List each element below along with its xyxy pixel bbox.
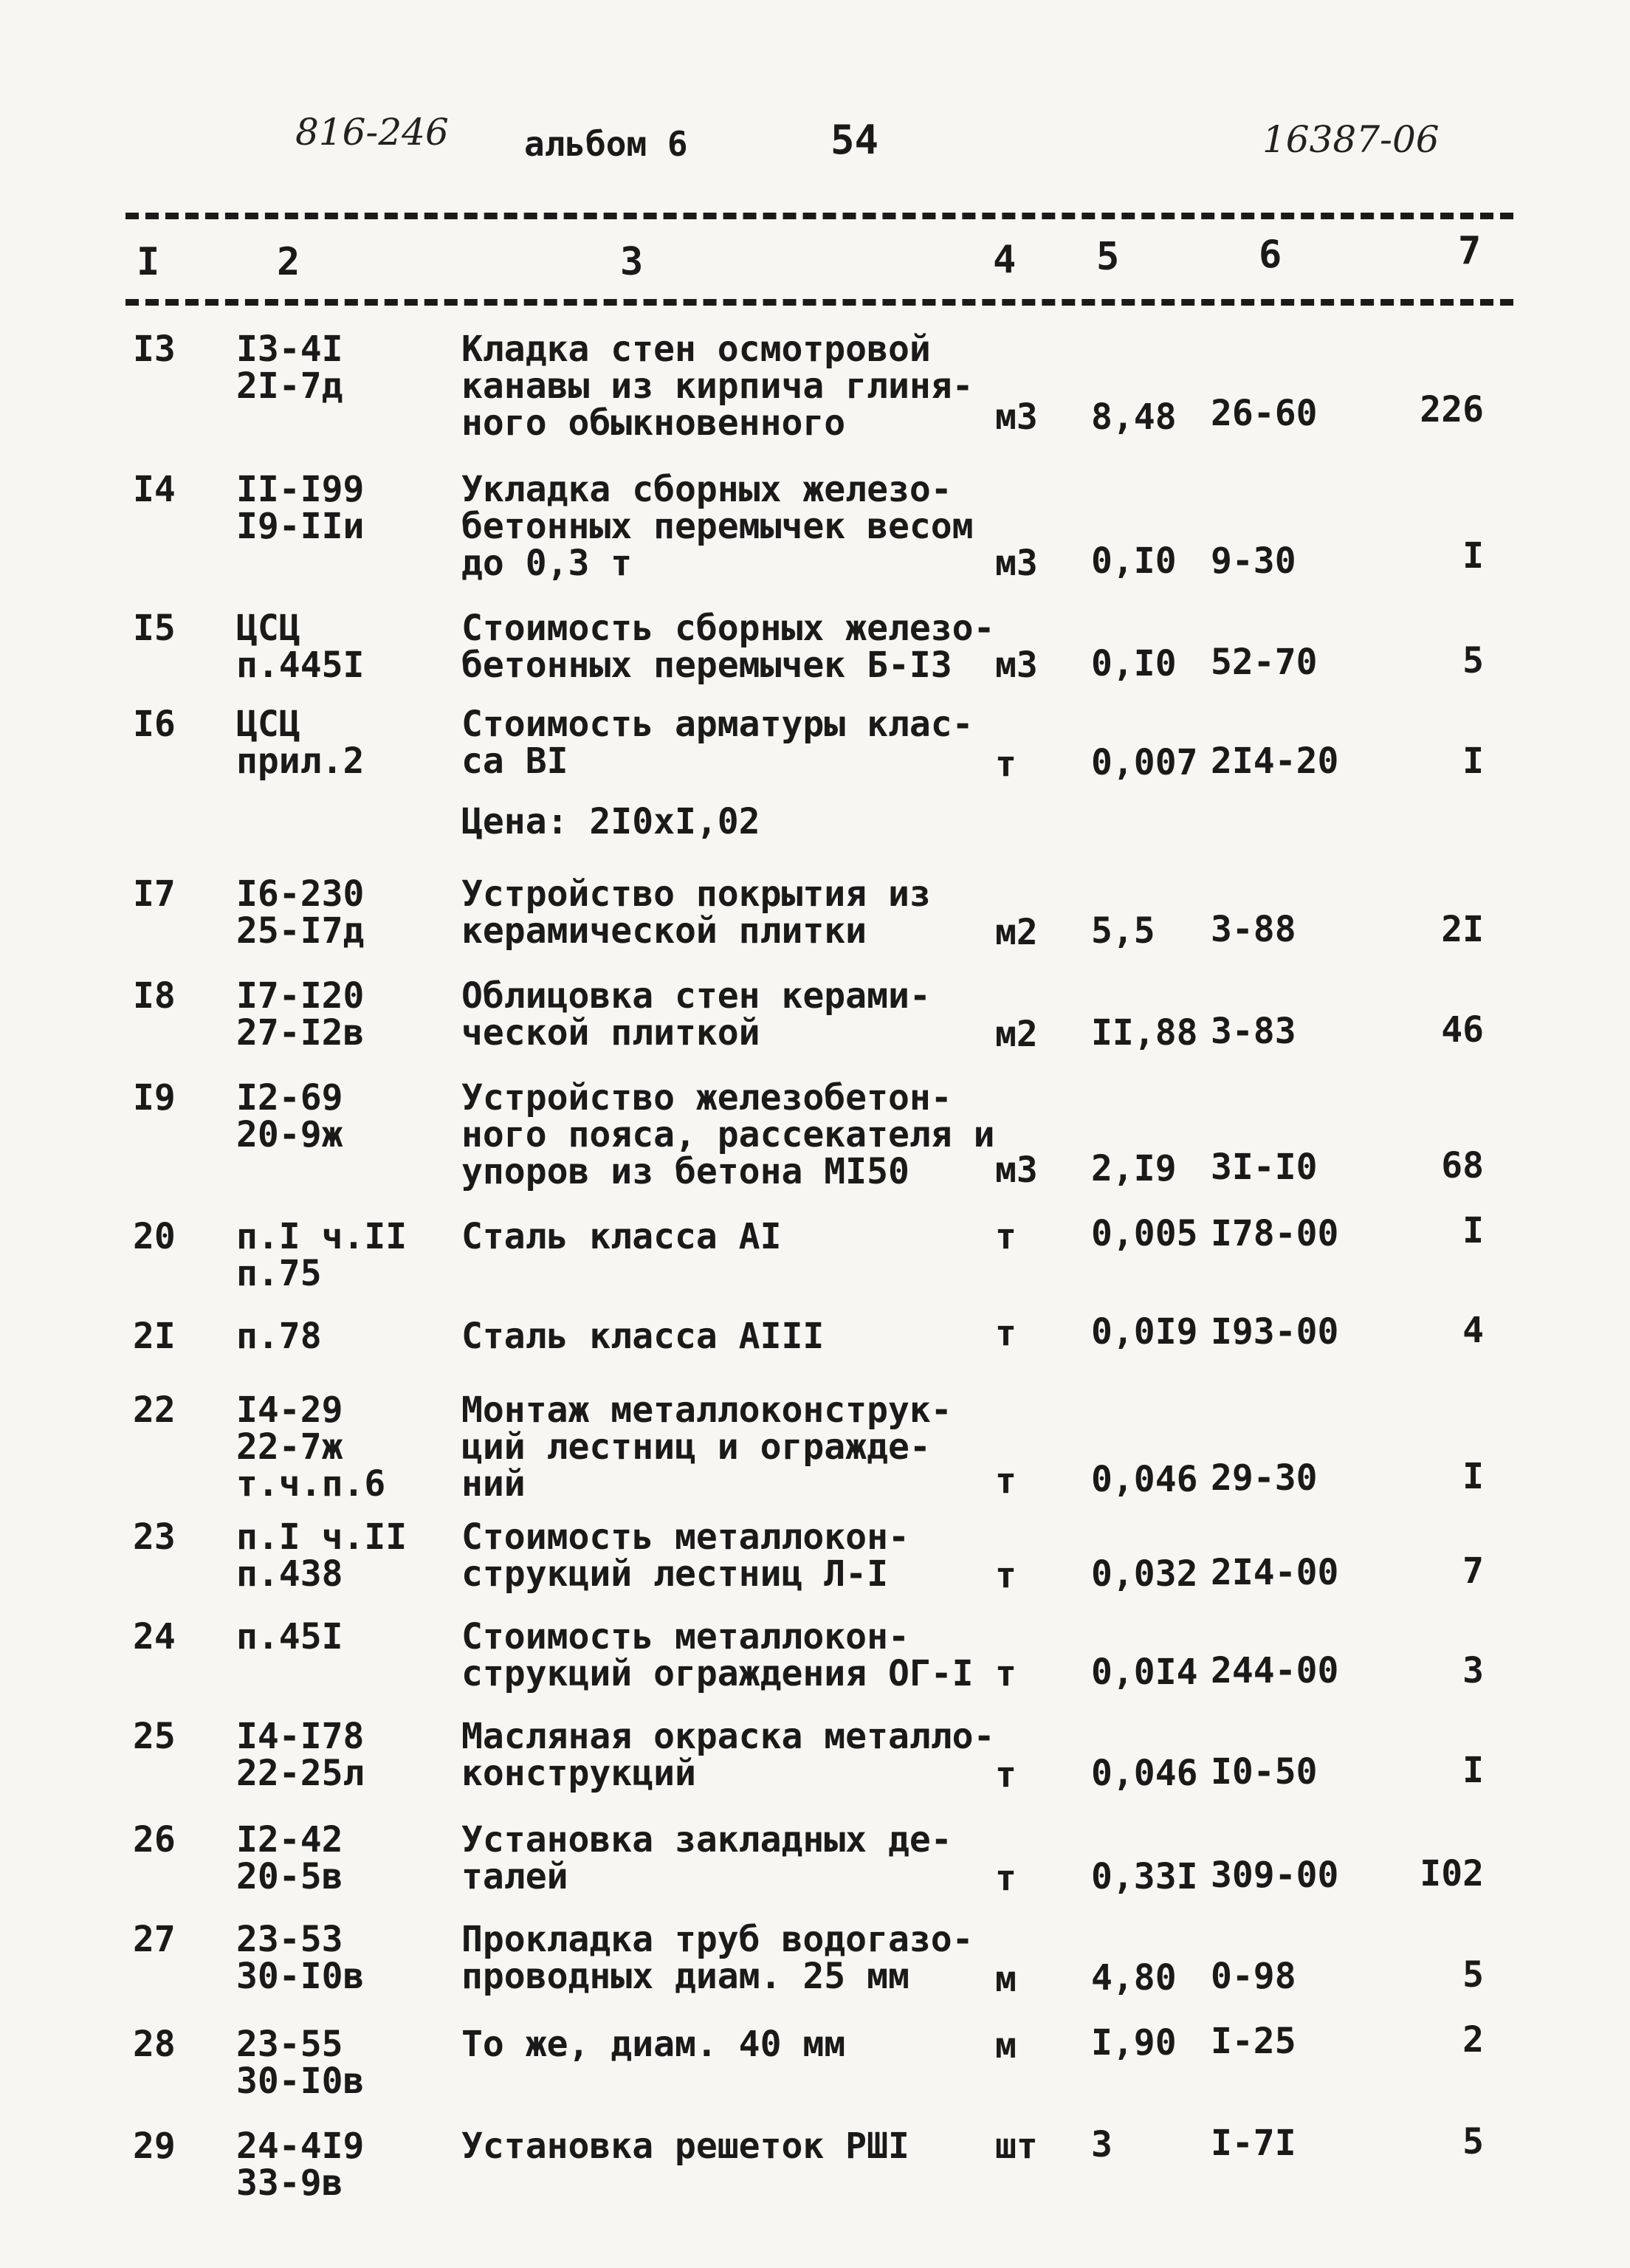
row-quantity: II,88 [1091,1012,1198,1054]
row-code: ЦСЦ п.445I [236,608,365,686]
row-unit: т [995,1555,1017,1596]
row-description: Стоимость металлокон- струкций лестниц Л-I [461,1516,909,1595]
row-unit: м3 [995,645,1038,686]
table-row [0,1908,1630,2013]
row-quantity: 2,I9 [1091,1148,1177,1189]
table-row [0,1808,1630,1908]
row-total: 2I [1441,909,1484,950]
column-number-4: 4 [993,238,1017,282]
row-total: I [1462,1456,1484,1497]
column-number-2: 2 [277,240,300,284]
row-unit: т [995,1858,1017,1899]
row-quantity: 5,5 [1091,910,1155,952]
row-code: I2-69 20-9ж [236,1077,343,1155]
row-number: I7 [133,873,176,915]
header-bottom-rule [125,299,1513,306]
row-code: I3-4I 2I-7д [236,329,343,407]
row-unit-price: 2I4-00 [1211,1552,1339,1593]
row-description: Кладка стен осмотровой канавы из кирпича глиня- ного обыкновенного [461,329,974,444]
row-unit: т [995,743,1017,785]
row-quantity: 0,046 [1091,1753,1198,1794]
row-unit: т [995,1754,1017,1796]
row-number: 29 [133,2126,176,2167]
row-total: I02 [1420,1853,1484,1894]
table-row [0,1705,1630,1808]
table-row [0,2114,1630,2203]
row-unit: м3 [995,396,1038,438]
row-description: Стоимость арматуры клас- са BI [461,704,974,782]
row-description: Стоимость сборных железо- бетонных перемычек Б-I3 [461,608,995,686]
table-row [0,964,1630,1066]
row-number: 22 [133,1389,176,1431]
row-unit-price: 52-70 [1211,642,1318,683]
row-code: п.I ч.II п.75 [236,1216,408,1294]
row-description: Установка закладных де- талей [461,1819,952,1897]
row-quantity: 0,I0 [1091,540,1177,582]
column-number-1: I [137,240,160,284]
row-code: I6-230 25-I7д [236,873,365,952]
row-unit-price: 29-30 [1211,1457,1318,1499]
row-number: I8 [133,975,176,1017]
column-number-6: 6 [1259,233,1282,277]
row-unit-price: 3I-I0 [1211,1147,1318,1188]
column-number-5: 5 [1096,235,1120,279]
row-unit-price: 3-83 [1211,1011,1296,1052]
row-quantity: 0,I0 [1091,643,1177,684]
table-row [0,458,1630,597]
row-number: 28 [133,2024,176,2065]
row-total: I [1462,535,1484,577]
row-quantity: 3 [1091,2124,1113,2165]
row-total: 5 [1462,2121,1484,2162]
row-code: п.45I [236,1616,343,1657]
row-description: Укладка сборных железо- бетонных перемычек весом до 0,3 т [461,469,974,584]
row-unit-price: 26-60 [1211,393,1318,434]
row-quantity: I,90 [1091,2022,1177,2063]
row-code: I4-29 22-7ж т.ч.п.6 [236,1389,386,1505]
row-code: 24-4I9 33-9в [236,2126,365,2204]
row-unit: м [995,1959,1017,2000]
table-row [0,1378,1630,1505]
row-description: Сталь класса AI [461,1216,782,1257]
row-description: Монтаж металлоконструк- ций лестниц и огражде- ний [461,1389,952,1505]
row-number: 20 [133,1216,176,1257]
row-quantity: 4,80 [1091,1957,1177,1999]
row-quantity: 0,046 [1091,1459,1198,1500]
table-row [0,1066,1630,1205]
row-code: п.I ч.II п.438 [236,1516,408,1595]
row-total: 3 [1462,1650,1484,1691]
page-number: 54 [831,117,879,163]
row-number: I6 [133,704,176,745]
row-code: п.78 [236,1316,322,1357]
row-code: II-I99 I9-IIи [236,469,365,547]
row-total: I [1462,1750,1484,1791]
row-unit: м3 [995,1150,1038,1191]
row-description: То же, диам. 40 мм [461,2024,846,2065]
row-unit: м2 [995,912,1038,953]
row-total: 7 [1462,1550,1484,1592]
row-code: I2-42 20-5в [236,1819,343,1897]
row-quantity: 0,032 [1091,1553,1198,1595]
row-number: 2I [133,1316,176,1357]
row-number: I5 [133,608,176,649]
row-unit-price: 9-30 [1211,540,1296,582]
row-description: Масляная окраска металло- конструкций [461,1716,995,1794]
row-total: 4 [1462,1310,1484,1351]
row-quantity: 8,48 [1091,396,1177,438]
row-unit-price: 2I4-20 [1211,740,1339,782]
row-unit-price: I93-00 [1211,1311,1339,1353]
handwritten-project-number: 16387-06 [1262,118,1440,161]
row-number: 26 [133,1819,176,1860]
row-number: I3 [133,329,176,370]
row-total: 226 [1420,389,1484,430]
handwritten-doc-number: 816-246 [295,111,449,154]
header-top-rule [125,213,1513,219]
row-unit-price: 3-88 [1211,909,1296,950]
table-row [0,862,1630,964]
row-quantity: 0,0I9 [1091,1311,1198,1353]
table-row [0,1205,1630,1305]
row-code: 23-53 30-I0в [236,1919,365,1997]
row-unit: т [995,1653,1017,1694]
row-unit: м2 [995,1014,1038,1055]
row-quantity: 0,007 [1091,742,1198,783]
row-unit-price: I0-50 [1211,1751,1318,1793]
row-code: 23-55 30-I0в [236,2024,365,2102]
row-code: I7-I20 27-I2в [236,975,365,1054]
row-description: Стоимость металлокон- струкций ограждения ОГ-I [461,1616,974,1694]
row-number: 25 [133,1716,176,1757]
row-unit-price: 309-00 [1211,1855,1339,1896]
row-quantity: 0,33I [1091,1856,1198,1897]
row-code: ЦСЦ прил.2 [236,704,365,782]
table-row [0,317,1630,458]
row-unit-price: 244-00 [1211,1650,1339,1691]
estimate-table [0,317,1630,2203]
row-unit-price: I78-00 [1211,1213,1339,1254]
row-description: Устройство покрытия из керамической плитки [461,873,931,952]
row-unit-price: I-7I [1211,2123,1296,2164]
table-row [0,1605,1630,1705]
row-unit: м [995,2025,1017,2066]
column-number-7: 7 [1458,229,1482,273]
row-unit: т [995,1460,1017,1502]
column-number-3: 3 [620,240,644,284]
table-row [0,1305,1630,1378]
row-total: 46 [1441,1009,1484,1051]
row-unit: шт [995,2126,1038,2167]
row-unit: м3 [995,543,1038,584]
row-code: I4-I78 22-25л [236,1716,365,1794]
row-number: 24 [133,1616,176,1657]
row-unit-price: I-25 [1211,2021,1296,2062]
table-row [0,1505,1630,1605]
table-row [0,2013,1630,2114]
row-description: Установка решеток РШI [461,2126,909,2167]
row-unit: т [995,1216,1017,1257]
row-number: 27 [133,1919,176,1960]
row-description: Устройство железобетон- ного пояса, рассекателя и упоров из бетона MI50 [461,1077,995,1192]
row-total: 5 [1462,1954,1484,1996]
row-description: Прокладка труб водогазо- проводных диам. 25 мм [461,1919,974,1997]
row-unit-price: 0-98 [1211,1956,1296,1997]
row-description: Сталь класса AIII [461,1316,825,1357]
row-number: I9 [133,1077,176,1118]
row-total: I [1462,1210,1484,1251]
row-total: 2 [1462,2019,1484,2061]
table-row [0,693,1630,862]
price-note: Цена: 2I0хI,02 [461,801,760,842]
row-number: I4 [133,469,176,510]
row-number: 23 [133,1516,176,1558]
row-unit: т [995,1313,1017,1354]
row-description: Облицовка стен керами- ческой плиткой [461,975,931,1054]
row-total: I [1462,740,1484,782]
row-quantity: 0,005 [1091,1213,1198,1254]
album-label: альбом 6 [524,124,688,164]
row-quantity: 0,0I4 [1091,1652,1198,1693]
row-total: 5 [1462,640,1484,681]
table-row [0,597,1630,693]
row-total: 68 [1441,1145,1484,1186]
